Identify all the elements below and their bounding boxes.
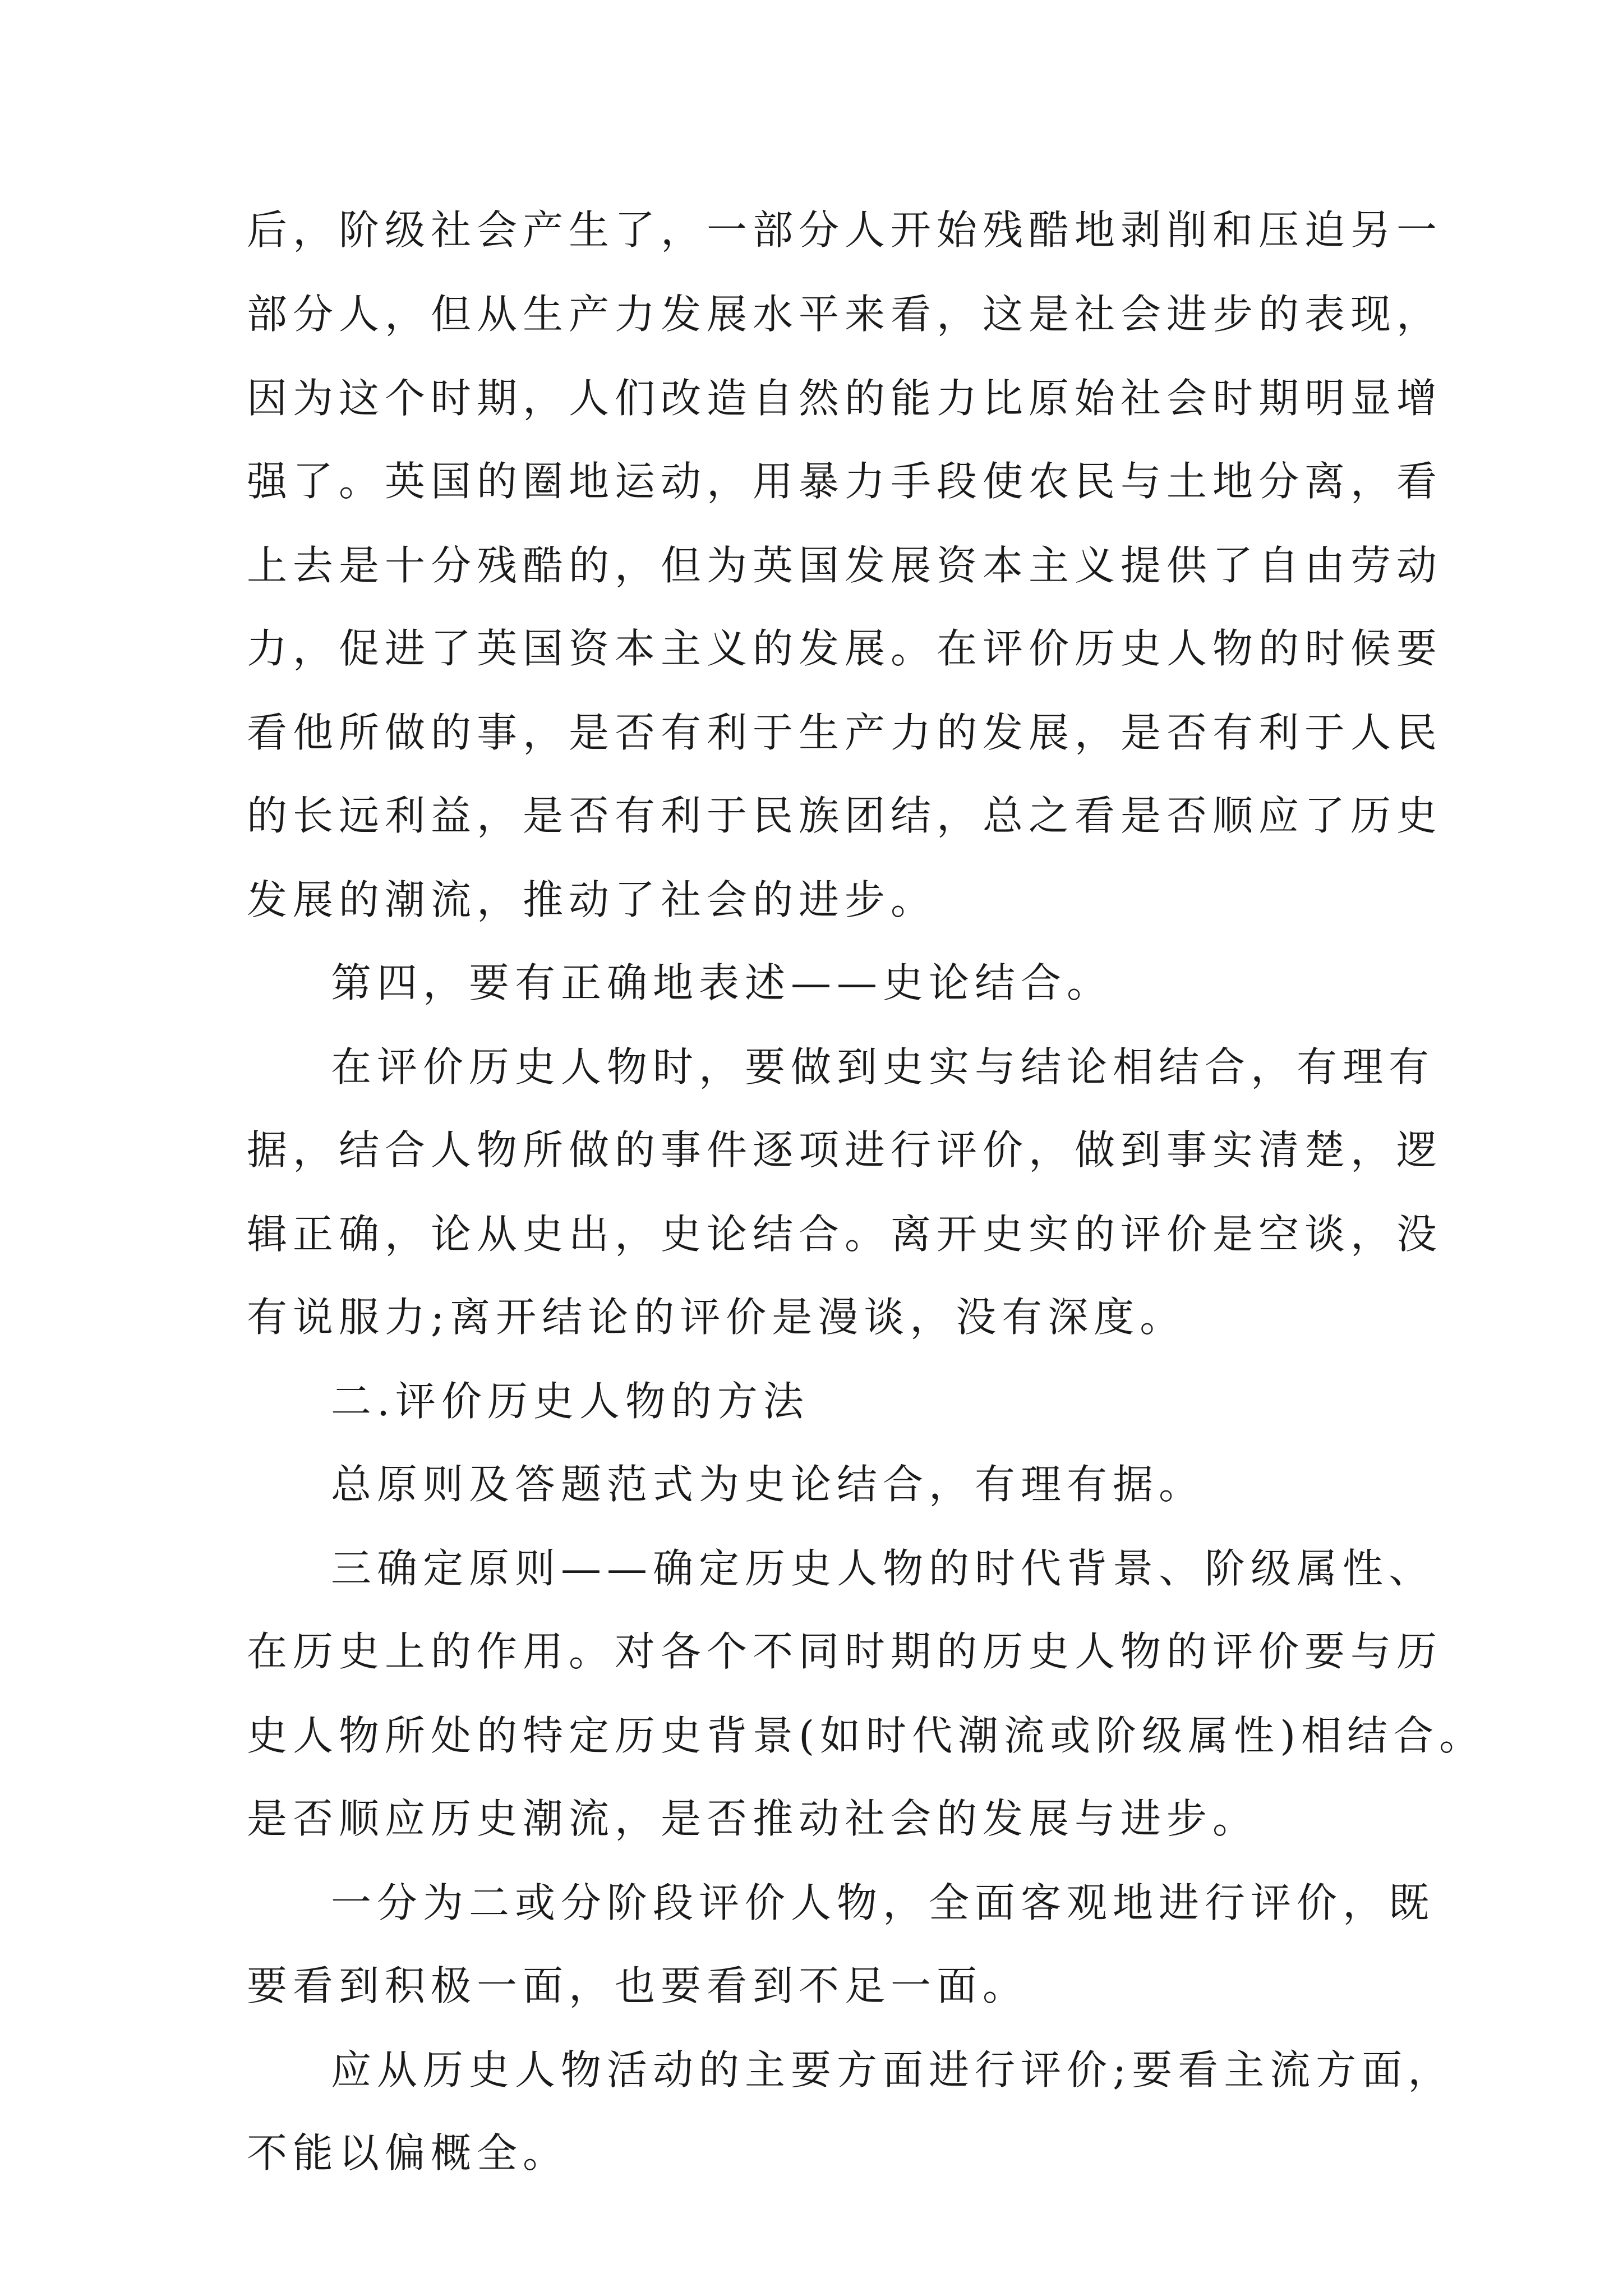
text-line: 在评价历史人物时，要做到史实与结论相结合，有理有 xyxy=(331,1043,1435,1091)
section-heading: 二.评价历史人物的方法 xyxy=(331,1378,809,1425)
text-line: 因为这个时期，人们改造自然的能力比原始社会时期明显增 xyxy=(247,375,1443,422)
section-heading: 第四，要有正确地表述——史论结合。 xyxy=(331,959,1113,1006)
text-line: 上去是十分残酷的，但为英国发展资本主义提供了自由劳动 xyxy=(247,542,1443,589)
text-line: 力，促进了英国资本主义的发展。在评价历史人物的时候要 xyxy=(247,625,1443,672)
text-line: 要看到积极一面，也要看到不足一面。 xyxy=(247,1962,1029,2009)
text-line: 三确定原则——确定历史人物的时代背景、阶级属性、 xyxy=(331,1545,1435,1592)
text-line: 史人物所处的特定历史背景(如时代潮流或阶级属性)相结合。 xyxy=(247,1712,1486,1759)
text-line: 部分人，但从生产力发展水平来看，这是社会进步的表现， xyxy=(247,291,1443,338)
text-line: 一分为二或分阶段评价人物，全面客观地进行评价，既 xyxy=(331,1879,1435,1926)
text-line: 看他所做的事，是否有利于生产力的发展，是否有利于人民 xyxy=(247,709,1443,756)
text-line: 据，结合人物所做的事件逐项进行评价，做到事实清楚，逻 xyxy=(247,1126,1443,1174)
text-line: 强了。英国的圈地运动，用暴力手段使农民与土地分离，看 xyxy=(247,458,1443,505)
text-line: 是否顺应历史潮流，是否推动社会的发展与进步。 xyxy=(247,1795,1259,1842)
text-line: 辑正确，论从史出，史论结合。离开史实的评价是空谈，没 xyxy=(247,1211,1443,1258)
text-line: 后，阶级社会产生了，一部分人开始残酷地剥削和压迫另一 xyxy=(247,206,1443,254)
text-line: 在历史上的作用。对各个不同时期的历史人物的评价要与历 xyxy=(247,1628,1443,1675)
text-line: 不能以偏概全。 xyxy=(247,2129,569,2177)
text-line: 发展的潮流，推动了社会的进步。 xyxy=(247,876,937,923)
text-line: 有说服力;离开结论的评价是漫谈，没有深度。 xyxy=(247,1294,1186,1341)
text-line: 总原则及答题范式为史论结合，有理有据。 xyxy=(331,1461,1205,1508)
text-line: 的长远利益，是否有利于民族团结，总之看是否顺应了历史 xyxy=(247,792,1443,839)
text-line: 应从历史人物活动的主要方面进行评价;要看主流方面， xyxy=(331,2046,1454,2093)
